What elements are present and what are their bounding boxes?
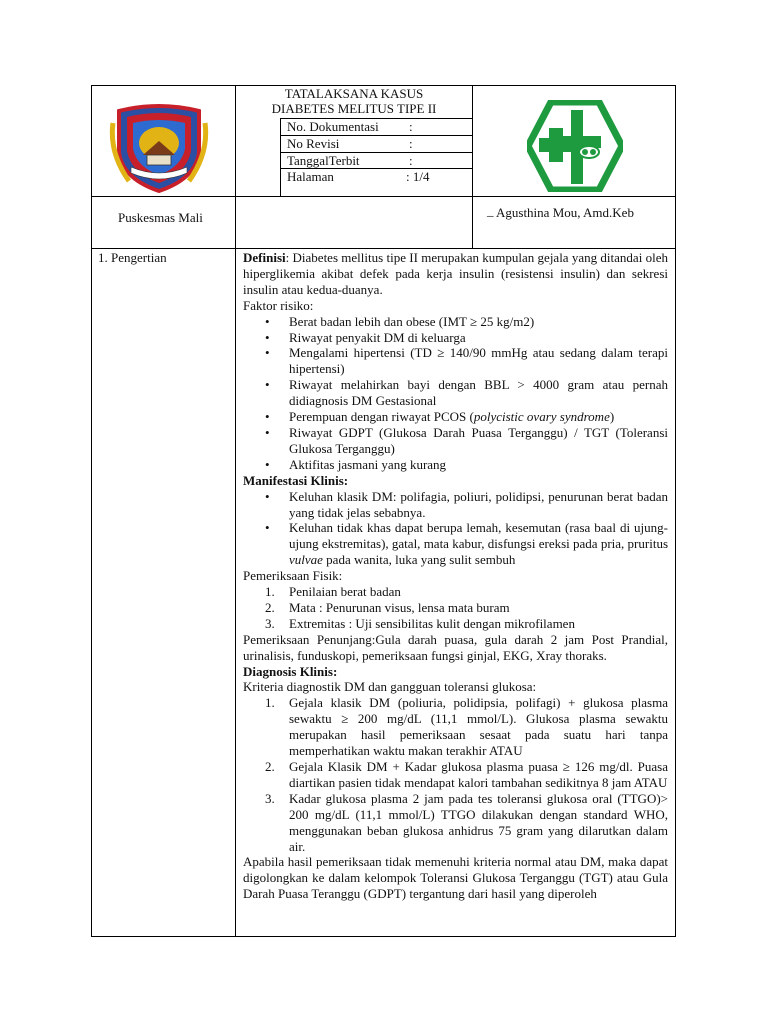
diagnosis-title: Diagnosis Klinis: bbox=[243, 663, 338, 679]
meta-label-revisi: No Revisi bbox=[287, 136, 340, 151]
signatory-mark: _ bbox=[487, 203, 494, 218]
meta-value-revisi: : bbox=[409, 136, 413, 151]
signatory-name: Agusthina Mou, Amd.Keb bbox=[496, 205, 634, 220]
support-paragraph: Pemeriksaan Penunjang:Gula darah puasa, gula darah 2 jam Post Prandial, urinalisis, funduskopi, pemeriksaan fungsi ginjal, EKG, Xray thoraks. bbox=[243, 631, 668, 663]
definition-label: Definisi bbox=[243, 250, 286, 265]
risk-title: Faktor risiko: bbox=[243, 297, 314, 313]
meta-label-tanggal: TanggalTerbit bbox=[287, 153, 360, 168]
document-title-line2: DIABETES MELITUS TIPE II bbox=[271, 101, 437, 116]
definition-text: : Diabetes mellitus tipe II merupakan kumpulan gejala yang ditandai oleh hiperglikemia akibat defek pada kerja insulin (resistensi insulin) dan sekresi insulin atau kedua-duanya. bbox=[243, 250, 668, 297]
exam-list bbox=[243, 584, 668, 632]
manifest-title: Manifestasi Klinis: bbox=[243, 472, 349, 488]
manifest-list bbox=[243, 489, 668, 569]
list-item: • Riwayat penyakit DM di keluarga bbox=[265, 329, 466, 345]
meta-label-halaman: Halaman bbox=[287, 169, 334, 184]
definition-paragraph bbox=[243, 250, 668, 298]
meta-label-dokumentasi: No. Dokumentasi bbox=[287, 119, 379, 134]
list-item: • Keluhan tidak khas dapat berupa lemah, kesemutan (rasa baal di ujung-ujung ekstremitas), gatal, mata kabur, disfungsi ereksi pada pria, pruritus vulvae pada wanita, luka yang sulit sembuh bbox=[265, 520, 668, 568]
risk-list bbox=[243, 314, 668, 473]
exam-title: Pemeriksaan Fisik: bbox=[243, 568, 343, 584]
list-item: • Riwayat melahirkan bayi dengan BBL > 4000 gram atau pernah didiagnosis DM Gestasional bbox=[265, 377, 668, 409]
diagnosis-list bbox=[243, 695, 668, 854]
list-item: 2. Gejala Klasik DM + Kadar glukosa plasma puasa ≥ 126 mg/dl. Puasa diartikan pasien tidak mendapat kalori tambahan sedikitnya 8 jam ATAU bbox=[265, 759, 668, 790]
list-item: 3. Kadar glukosa plasma 2 jam pada tes toleransi glukosa oral (TTGO)> 200 mg/dL (11,1 mmol/L) TTGO dilakukan dengan standard WHO, menggunakan beban glukosa anhidrus 75 gram yang dilarutkan dalam air. bbox=[265, 790, 668, 854]
list-item: 2. Mata : Penurunan visus, lensa mata buram bbox=[265, 599, 510, 615]
closing-paragraph: Apabila hasil pemeriksaan tidak memenuhi kriteria normal atau DM, maka dapat digolongkan ke dalam kelompok Toleransi Glukosa Terganggu (TGT) atau Gula Darah Puasa Teranggu (GDPT) tergantung dari hasil yang diperoleh bbox=[243, 854, 668, 902]
section-content bbox=[243, 250, 668, 902]
document-title-line1: TATALAKSANA KASUS bbox=[284, 86, 424, 101]
section-label: 1. Pengertian bbox=[98, 250, 167, 265]
list-item: • Keluhan klasik DM: polifagia, poliuri, polidipsi, penurunan berat badan yang tidak jelas sebabnya. bbox=[265, 488, 668, 520]
diagnosis-intro: Kriteria diagnostik DM dan gangguan toleransi glukosa: bbox=[243, 679, 537, 695]
list-item: 1. Penilaian berat badan bbox=[265, 584, 401, 600]
meta-value-halaman: : 1/4 bbox=[406, 169, 430, 184]
regional-emblem-icon bbox=[107, 103, 211, 193]
organization-name: Puskesmas Mali bbox=[118, 210, 203, 225]
list-item: • Perempuan dengan riwayat PCOS (polycistic ovary syndrome) bbox=[265, 409, 615, 425]
list-item: • Aktifitas jasmani yang kurang bbox=[265, 456, 447, 472]
list-item: 3. Extremitas : Uji sensibilitas kulit dengan mikrofilamen bbox=[265, 615, 575, 631]
list-item: • Berat badan lebih dan obese (IMT ≥ 25 kg/m2) bbox=[265, 313, 535, 329]
meta-value-tanggal: : bbox=[409, 153, 413, 168]
meta-value-dokumentasi: : bbox=[409, 119, 413, 134]
list-item: • Mengalami hipertensi (TD ≥ 140/90 mmHg atau sedang dalam terapi hipertensi) bbox=[265, 345, 668, 377]
list-item: • Riwayat GDPT (Glukosa Darah Puasa Terganggu) / TGT (Toleransi Glukosa Terganggu) bbox=[265, 424, 668, 456]
puskesmas-logo-icon bbox=[527, 100, 623, 192]
list-item: 1. Gejala klasik DM (poliuria, polidipsia, polifagi) + glukosa plasma sewaktu ≥ 200 mg/dL (11,1 mmol/L). Glukosa plasma sewaktu merupakan hasil pemeriksaan sesaat pada suatu hari tanpa memperhatikan waktu makan terakhir ATAU bbox=[265, 695, 668, 759]
